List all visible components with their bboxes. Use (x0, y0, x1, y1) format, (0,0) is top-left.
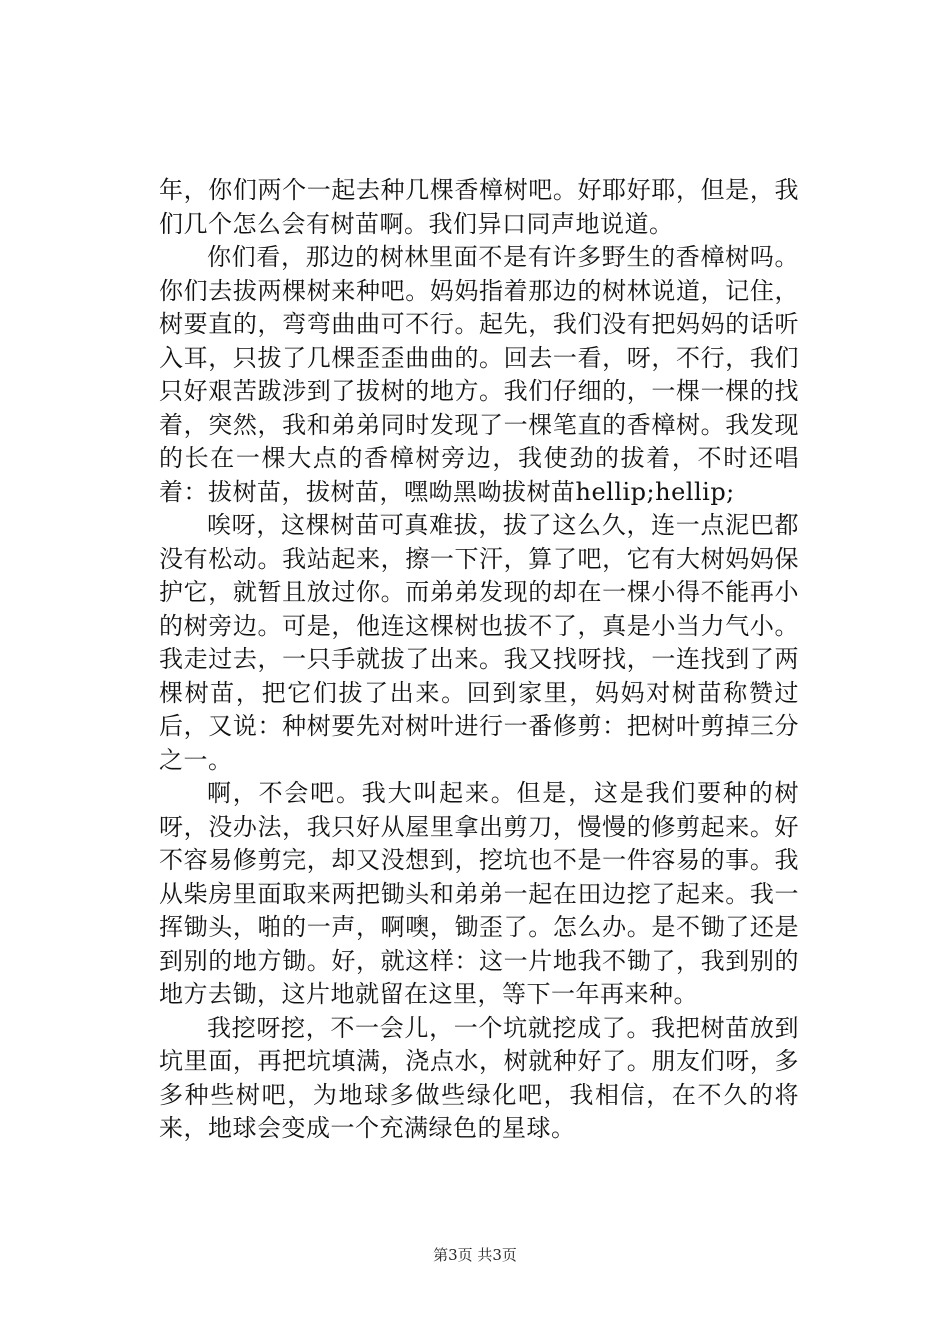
page-number-footer: 第3页 共3页 (433, 1246, 517, 1264)
paragraph-4: 啊，不会吧。我大叫起来。但是，这是我们要种的树呀，没办法，我只好从屋里拿出剪刀，慢慢的修剪起来。好不容易修剪完，却又没想到，挖坑也不是一件容易的事。我从柴房里面取来两把锄头和弟弟一起在田边挖了起来。我一挥锄头，啪的一声，啊噢，锄歪了。怎么办。是不锄了还是到别的地方锄。好，就这样：这一片地我不锄了，我到别的地方去锄，这片地就留在这里，等下一年再来种。 (159, 779, 799, 1008)
paragraph-2: 你们看，那边的树林里面不是有许多野生的香樟树吗。你们去拔两棵树来种吧。妈妈指着那边的树林说道，记住，树要直的，弯弯曲曲可不行。起先，我们没有把妈妈的话听入耳，只拔了几棵歪歪曲曲的。回去一看，呀，不行，我们只好艰苦跋涉到了拔树的地方。我们仔细的，一棵一棵的找着，突然，我和弟弟同时发现了一棵笔直的香樟树。我发现的长在一棵大点的香樟树旁边，我使劲的拔着，不时还唱着：拔树苗，拔树苗，嘿呦黑呦拔树苗hellip;hellip; (159, 243, 799, 506)
document-body (159, 174, 799, 1146)
paragraph-5: 我挖呀挖，不一会儿，一个坑就挖成了。我把树苗放到坑里面，再把坑填满，浇点水，树就种好了。朋友们呀，多多种些树吧，为地球多做些绿化吧，我相信，在不久的将来，地球会变成一个充满绿色的星球。 (159, 1013, 799, 1142)
paragraph-1: 年，你们两个一起去种几棵香樟树吧。好耶好耶，但是，我们几个怎么会有树苗啊。我们异口同声地说道。 (159, 176, 799, 238)
paragraph-3: 唉呀，这棵树苗可真难拔，拔了这么久，连一点泥巴都没有松动。我站起来，擦一下汗，算了吧，它有大树妈妈保护它，就暂且放过你。而弟弟发现的却在一棵小得不能再小的树旁边。可是，他连这棵树也拔不了，真是小当力气小。我走过去，一只手就拔了出来。我又找呀找，一连找到了两棵树苗，把它们拔了出来。回到家里，妈妈对树苗称赞过后，又说：种树要先对树叶进行一番修剪：把树叶剪掉三分之一。 (159, 511, 799, 774)
